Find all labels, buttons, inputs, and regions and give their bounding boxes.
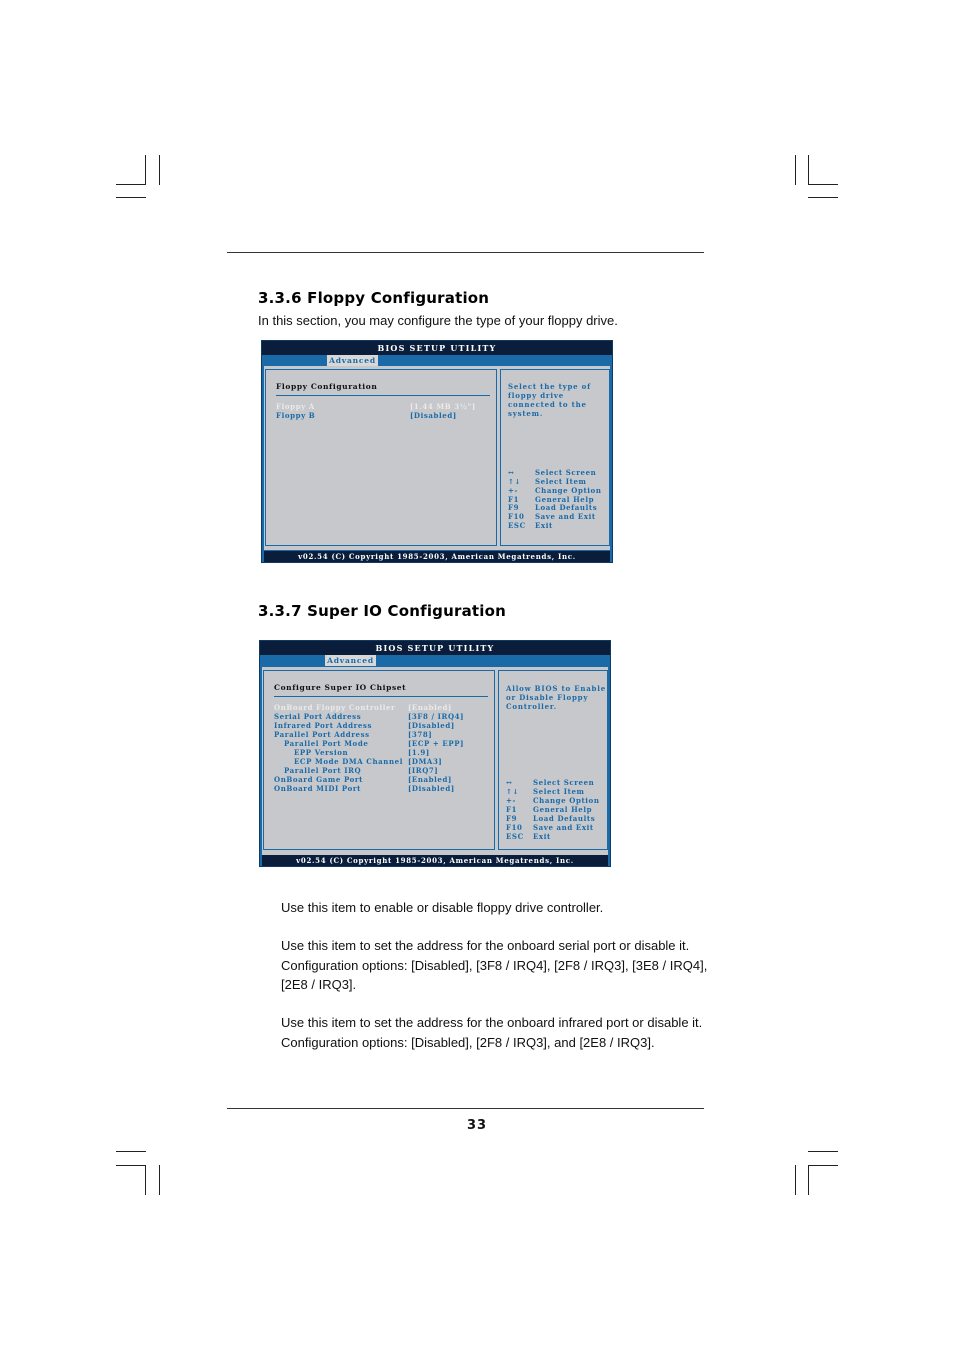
setting-floppy-a[interactable]: Floppy A [276, 402, 315, 411]
key-name: F1 [506, 805, 518, 814]
setting-onboard-floppy-controller[interactable]: OnBoard Floppy Controller [274, 703, 396, 712]
help-text [506, 684, 606, 711]
key-desc: Load Defaults [535, 503, 598, 512]
bios-panel [262, 667, 608, 855]
paragraph-line: [2E8 / IRQ3]. [281, 977, 357, 992]
top-rule [227, 252, 704, 253]
bios-tab-row [264, 355, 610, 366]
setting-parallel-port-mode[interactable]: Parallel Port Mode [284, 739, 369, 748]
crop-mark [159, 155, 160, 185]
crop-mark [116, 197, 146, 198]
key-desc: Change Option [533, 796, 600, 805]
crop-mark [808, 197, 838, 198]
setting-epp-version[interactable]: EPP Version [294, 748, 349, 757]
key-name: ↑↓ [508, 477, 521, 486]
crop-mark [795, 155, 796, 185]
help-line: Allow BIOS to Enable [506, 684, 606, 693]
help-line: Select the type of [508, 382, 591, 391]
crop-mark [159, 1165, 160, 1195]
crop-mark [795, 1165, 796, 1195]
key-desc: General Help [533, 805, 593, 814]
key-desc: Save and Exit [535, 512, 596, 521]
bios-section-heading: Configure Super IO Chipset [274, 683, 407, 692]
description-infrared-port [281, 1013, 711, 1052]
value-ecp-mode-dma-channel[interactable]: [DMA3] [408, 757, 443, 766]
tab-advanced[interactable]: Advanced [327, 355, 378, 366]
key-desc: Exit [535, 521, 553, 530]
crop-mark [145, 1165, 146, 1195]
value-onboard-midi-port[interactable]: [Disabled] [408, 784, 455, 793]
key-name: ESC [506, 832, 524, 841]
key-name: ESC [508, 521, 526, 530]
crop-mark [808, 184, 838, 185]
key-name: F9 [508, 503, 520, 512]
setting-serial-port-address[interactable]: Serial Port Address [274, 712, 362, 721]
setting-parallel-port-address[interactable]: Parallel Port Address [274, 730, 370, 739]
setting-ecp-mode-dma-channel[interactable]: ECP Mode DMA Channel [294, 757, 403, 766]
key-desc: Load Defaults [533, 814, 596, 823]
paragraph-line: Configuration options: [Disabled], [3F8 / IRQ4], [2F8 / IRQ3], [3E8 / IRQ4], [281, 957, 708, 973]
key-desc: Select Item [533, 787, 585, 796]
paragraph-line: Use this item to set the address for the onboard serial port or disable it. [281, 938, 690, 953]
bios-screen-floppy [261, 340, 613, 563]
key-name: +- [506, 796, 516, 805]
page-number: 33 [466, 1118, 488, 1133]
setting-onboard-midi-port[interactable]: OnBoard MIDI Port [274, 784, 361, 793]
key-name: ↔ [506, 778, 513, 787]
tab-advanced[interactable]: Advanced [325, 655, 376, 666]
heading-divider [274, 696, 488, 697]
bios-settings-pane [265, 369, 497, 546]
key-desc: Select Screen [533, 778, 595, 787]
crop-mark [145, 155, 146, 185]
setting-parallel-port-irq[interactable]: Parallel Port IRQ [284, 766, 362, 775]
setting-infrared-port-address[interactable]: Infrared Port Address [274, 721, 373, 730]
value-infrared-port-address[interactable]: [Disabled] [408, 721, 455, 730]
bios-panel [264, 366, 610, 550]
key-name: F10 [508, 512, 525, 521]
help-line: floppy drive [508, 391, 564, 400]
value-parallel-port-address[interactable]: [378] [408, 730, 433, 739]
section-title-floppy: 3.3.6 Floppy Configuration [258, 289, 490, 307]
value-serial-port-address[interactable]: [3F8 / IRQ4] [408, 712, 465, 721]
crop-mark [116, 1151, 146, 1152]
key-desc: General Help [535, 495, 595, 504]
setting-onboard-game-port[interactable]: OnBoard Game Port [274, 775, 364, 784]
value-parallel-port-mode[interactable]: [ECP + EPP] [408, 739, 464, 748]
crop-mark [116, 184, 146, 185]
bios-title-bar: BIOS SETUP UTILITY [260, 641, 610, 655]
section-intro: In this section, you may configure the type of your floppy drive. [258, 313, 618, 328]
bios-help-pane [500, 369, 610, 546]
bios-title-bar: BIOS SETUP UTILITY [262, 341, 612, 355]
section-title-super-io: 3.3.7 Super IO Configuration [258, 602, 506, 620]
help-line: or Disable Floppy [506, 693, 589, 702]
crop-mark [116, 1165, 146, 1166]
setting-floppy-b[interactable]: Floppy B [276, 411, 316, 420]
help-line: system. [508, 409, 544, 418]
key-desc: Save and Exit [533, 823, 594, 832]
bios-tab-row [262, 655, 608, 666]
key-name: F9 [506, 814, 518, 823]
key-desc: Exit [533, 832, 551, 841]
bios-help-pane [498, 670, 608, 850]
value-floppy-b[interactable]: [Disabled] [410, 411, 457, 420]
bios-footer: v02.54 (C) Copyright 1985-2003, American Megatrends, Inc. [264, 551, 610, 562]
paragraph-line: Configuration options: [Disabled], [2F8 / IRQ3], and [2E8 / IRQ3]. [281, 1034, 655, 1050]
description-floppy-controller [281, 898, 711, 918]
help-line: connected to the [508, 400, 587, 409]
key-name: ↑↓ [506, 787, 519, 796]
key-desc: Select Screen [535, 468, 597, 477]
paragraph-line: Use this item to set the address for the onboard infrared port or disable it. [281, 1015, 703, 1030]
key-name: ↔ [508, 468, 515, 477]
key-name: F10 [506, 823, 523, 832]
value-onboard-game-port[interactable]: [Enabled] [408, 775, 452, 784]
bios-screen-super-io [259, 640, 611, 867]
key-desc: Select Item [535, 477, 587, 486]
help-line: Controller. [506, 702, 557, 711]
key-name: +- [508, 486, 518, 495]
key-name: F1 [508, 495, 520, 504]
value-epp-version[interactable]: [1.9] [408, 748, 430, 757]
bios-footer: v02.54 (C) Copyright 1985-2003, American Megatrends, Inc. [262, 855, 608, 866]
description-serial-port [281, 936, 711, 995]
key-desc: Change Option [535, 486, 602, 495]
heading-divider [276, 395, 490, 396]
crop-mark [808, 1151, 838, 1152]
bottom-rule [227, 1108, 704, 1109]
crop-mark [808, 1165, 838, 1166]
value-floppy-a[interactable]: [1.44 MB 3½"] [410, 402, 476, 411]
value-onboard-floppy-controller[interactable]: [Enabled] [408, 703, 452, 712]
crop-mark [808, 1165, 809, 1195]
paragraph-line: Use this item to enable or disable floppy drive controller. [281, 900, 604, 915]
bios-settings-pane [263, 670, 495, 850]
crop-mark [808, 155, 809, 185]
bios-section-heading: Floppy Configuration [276, 382, 378, 391]
value-parallel-port-irq[interactable]: [IRQ7] [408, 766, 439, 775]
help-text [508, 382, 591, 418]
